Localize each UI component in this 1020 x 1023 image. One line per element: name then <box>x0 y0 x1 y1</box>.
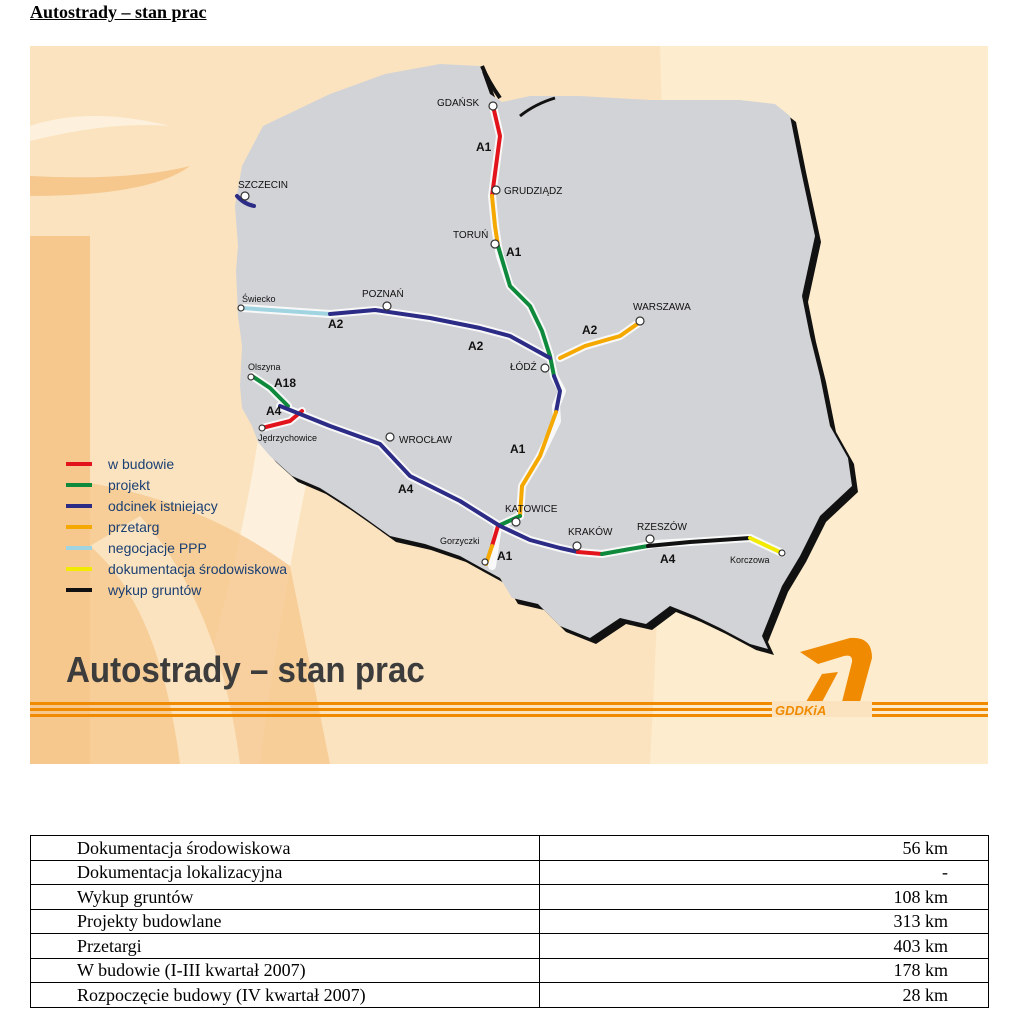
road-label-a2-east: A2 <box>582 323 598 337</box>
road-label-a4-silesia: A4 <box>398 482 414 496</box>
city-marker-lodz <box>541 364 549 372</box>
svg-text:w budowie: w budowie <box>108 456 175 472</box>
city-marker-katowice <box>512 518 520 526</box>
city-marker-warszawa <box>636 317 644 325</box>
city-label-olszyna: Olszyna <box>248 362 281 372</box>
row-value: - <box>540 860 989 885</box>
city-label-katowice: KATOWICE <box>505 504 558 515</box>
row-value: 28 km <box>540 983 989 1008</box>
road-label-a1-torun: A1 <box>506 245 522 259</box>
row-label: Dokumentacja środowiskowa <box>31 836 540 861</box>
table-row <box>31 909 989 934</box>
svg-text:wykup gruntów: wykup gruntów <box>108 582 202 598</box>
row-value: 56 km <box>540 836 989 861</box>
motorway-map <box>30 46 988 764</box>
city-marker-korczowa <box>779 550 785 556</box>
city-label-szczecin: SZCZECIN <box>238 180 288 191</box>
gddkia-logo-text: GDDKiA <box>775 703 827 718</box>
row-label: Wykup gruntów <box>31 885 540 910</box>
city-label-lodz: ŁÓDŹ <box>510 362 537 373</box>
city-label-warszawa: WARSZAWA <box>633 302 691 313</box>
city-marker-gdansk <box>489 102 497 110</box>
road-label-a1-south: A1 <box>510 442 526 456</box>
city-label-torun: TORUŃ <box>453 230 489 241</box>
svg-text:przetarg: przetarg <box>108 519 160 535</box>
map-banner-title: Autostrady – stan prac <box>66 650 425 691</box>
city-marker-krakow <box>573 542 581 550</box>
table-row <box>31 885 989 910</box>
city-marker-szczecin <box>241 192 249 200</box>
city-marker-torun <box>491 240 499 248</box>
row-value: 313 km <box>540 909 989 934</box>
road-label-a4-west: A4 <box>266 404 282 418</box>
svg-text:projekt: projekt <box>108 477 151 493</box>
road-label-a18: A18 <box>274 376 297 390</box>
svg-text:odcinek istniejący: odcinek istniejący <box>108 498 218 514</box>
city-marker-swiecko <box>238 305 244 311</box>
table-row <box>31 958 989 983</box>
road-label-a2-center: A2 <box>468 339 484 353</box>
road-label-a2-west: A2 <box>328 317 344 331</box>
page-heading: Autostrady – stan prac <box>30 2 207 22</box>
city-label-gdansk: GDAŃSK <box>437 98 480 109</box>
city-label-poznan: POZNAŃ <box>362 289 404 300</box>
table-row <box>31 836 989 861</box>
city-marker-poznan <box>383 302 391 310</box>
city-label-gorzyczki: Gorzyczki <box>440 536 480 546</box>
table-row <box>31 934 989 959</box>
city-marker-olszyna <box>248 374 254 380</box>
row-label: Projekty budowlane <box>31 909 540 934</box>
city-label-grudziadz: GRUDZIĄDZ <box>504 186 563 197</box>
city-marker-jedrzychowice <box>259 425 265 431</box>
table-row <box>31 983 989 1008</box>
svg-text:negocjacje PPP: negocjacje PPP <box>108 540 207 556</box>
city-label-rzeszow: RZESZÓW <box>637 522 687 533</box>
svg-text:dokumentacja środowiskowa: dokumentacja środowiskowa <box>108 561 287 577</box>
city-label-jedrzychowice: Jędrzychowice <box>258 433 318 443</box>
city-label-korczowa: Korczowa <box>730 555 770 565</box>
road-label-a1-gorzyczki: A1 <box>497 549 513 563</box>
city-marker-rzeszow <box>646 535 654 543</box>
city-marker-wroclaw <box>386 433 394 441</box>
city-marker-grudziadz <box>492 186 500 194</box>
city-label-krakow: KRAKÓW <box>568 527 613 538</box>
city-label-wroclaw: WROCŁAW <box>399 435 452 446</box>
city-label-swiecko: Świecko <box>242 294 276 304</box>
city-marker-gorzyczki <box>482 559 488 565</box>
road-label-a1-north: A1 <box>476 140 492 154</box>
summary-table <box>30 835 989 1008</box>
row-label: Rozpoczęcie budowy (IV kwartał 2007) <box>31 983 540 1008</box>
row-label: Przetargi <box>31 934 540 959</box>
row-value: 178 km <box>540 958 989 983</box>
row-value: 403 km <box>540 934 989 959</box>
road-label-a4-east: A4 <box>660 552 676 566</box>
row-value: 108 km <box>540 885 989 910</box>
row-label: W budowie (I-III kwartał 2007) <box>31 958 540 983</box>
row-label: Dokumentacja lokalizacyjna <box>31 860 540 885</box>
table-row <box>31 860 989 885</box>
